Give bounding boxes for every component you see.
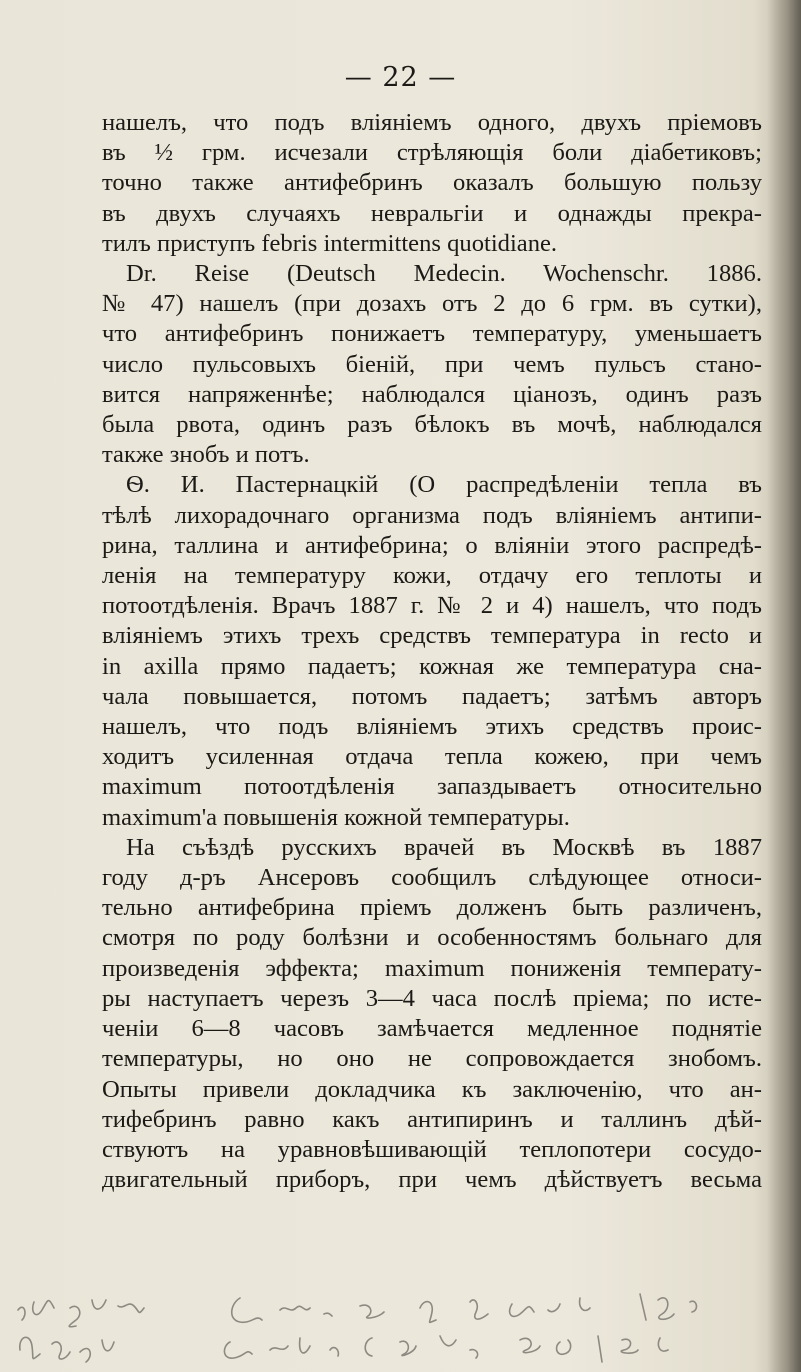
handwriting-scribble — [0, 1280, 801, 1372]
text-line: рина, таллина и антифебрина; о вліяніи этого распредѣ- — [102, 531, 762, 559]
text-line: № 47) нашелъ (при дозахъ отъ 2 до 6 грм. въ сутки), — [102, 290, 762, 318]
text-line: ры наступаетъ черезъ 3—4 часа послѣ пріема; по исте- — [102, 984, 762, 1012]
text-line: maximum потоотдѣленія запаздываетъ относительно — [102, 773, 762, 801]
book-spine-shadow — [767, 0, 801, 1372]
text-line: нашелъ, что подъ вліяніемъ одного, двухъ пріемовъ — [102, 109, 762, 136]
text-line: ченіи 6—8 часовъ замѣчается медленное поднятіе — [102, 1015, 762, 1043]
text-line: Опыты привели докладчика къ заключенію, что ан- — [102, 1075, 762, 1103]
text-line: ходитъ усиленная отдача тепла кожею, при чемъ — [102, 743, 762, 771]
text-line: была рвота, одинъ разъ бѣлокъ въ мочѣ, наблюдался — [102, 411, 762, 439]
text-line: потоотдѣленія. Врачъ 1887 г. № 2 и 4) нашелъ, что подъ — [102, 592, 762, 620]
text-line: точно также антифебринъ оказалъ большую пользу — [102, 169, 762, 197]
text-line: нашелъ, что подъ вліяніемъ этихъ средствъ проис- — [102, 713, 762, 741]
text-line: число пульсовыхъ біеній, при чемъ пульсъ стано- — [102, 350, 762, 378]
page-number: — 22 — — [344, 62, 457, 93]
text-line: тельно антифебрина пріемъ долженъ быть различенъ, — [102, 894, 762, 922]
text-line: вится напряженнѣе; наблюдался ціанозъ, одинъ разъ — [102, 380, 762, 408]
text-line: ленія на температуру кожи, отдачу его теплоты и — [102, 562, 762, 590]
text-line: что антифебринъ понижаетъ температуру, уменьшаетъ — [102, 320, 762, 348]
text-line: тифебринъ равно какъ антипиринъ и таллинъ дѣй- — [102, 1105, 762, 1133]
text-line: въ ½ грм. исчезали стрѣляющія боли діабетиковъ; — [102, 139, 762, 167]
text-line: тилъ приступъ febris intermittens quotidiane. — [102, 229, 558, 257]
text-line: вліяніемъ этихъ трехъ средствъ температура in recto и — [102, 622, 762, 650]
text-line: in axilla прямо падаетъ; кожная же температура сна- — [102, 652, 762, 680]
text-line: Dr. Reise (Deutsch Medecin. Wochenschr. 1886. — [126, 260, 762, 288]
text-line: ствуютъ на уравновѣшивающій теплопотери сосудо- — [102, 1135, 762, 1163]
text-line: также знобъ и потъ. — [102, 441, 310, 469]
body-text — [102, 108, 762, 1195]
text-line: двигательный приборъ, при чемъ дѣйствуетъ весьма — [102, 1166, 762, 1194]
text-line: maximum'а повышенія кожной температуры. — [102, 803, 570, 831]
text-line: температуры, но оно не сопровождается знобомъ. — [102, 1045, 762, 1073]
text-line: Ѳ. И. Пастернацкій (О распредѣленіи тепла въ — [126, 471, 762, 499]
text-line: На съѣздѣ русскихъ врачей въ Москвѣ въ 1887 — [126, 833, 762, 861]
text-line: въ двухъ случаяхъ невральгіи и однажды прекра- — [102, 199, 762, 227]
handwritten-inscription — [0, 1280, 801, 1372]
text-line: смотря по роду болѣзни и особенностямъ больнаго для — [102, 924, 762, 952]
text-line: тѣлѣ лихорадочнаго организма подъ вліяніемъ антипи- — [102, 501, 762, 529]
text-line: произведенія эффекта; maximum пониженія температу- — [102, 954, 762, 982]
text-line: году д-ръ Ансеровъ сообщилъ слѣдующее относи- — [102, 864, 762, 892]
text-line: чала повышается, потомъ падаетъ; затѣмъ авторъ — [102, 682, 762, 710]
